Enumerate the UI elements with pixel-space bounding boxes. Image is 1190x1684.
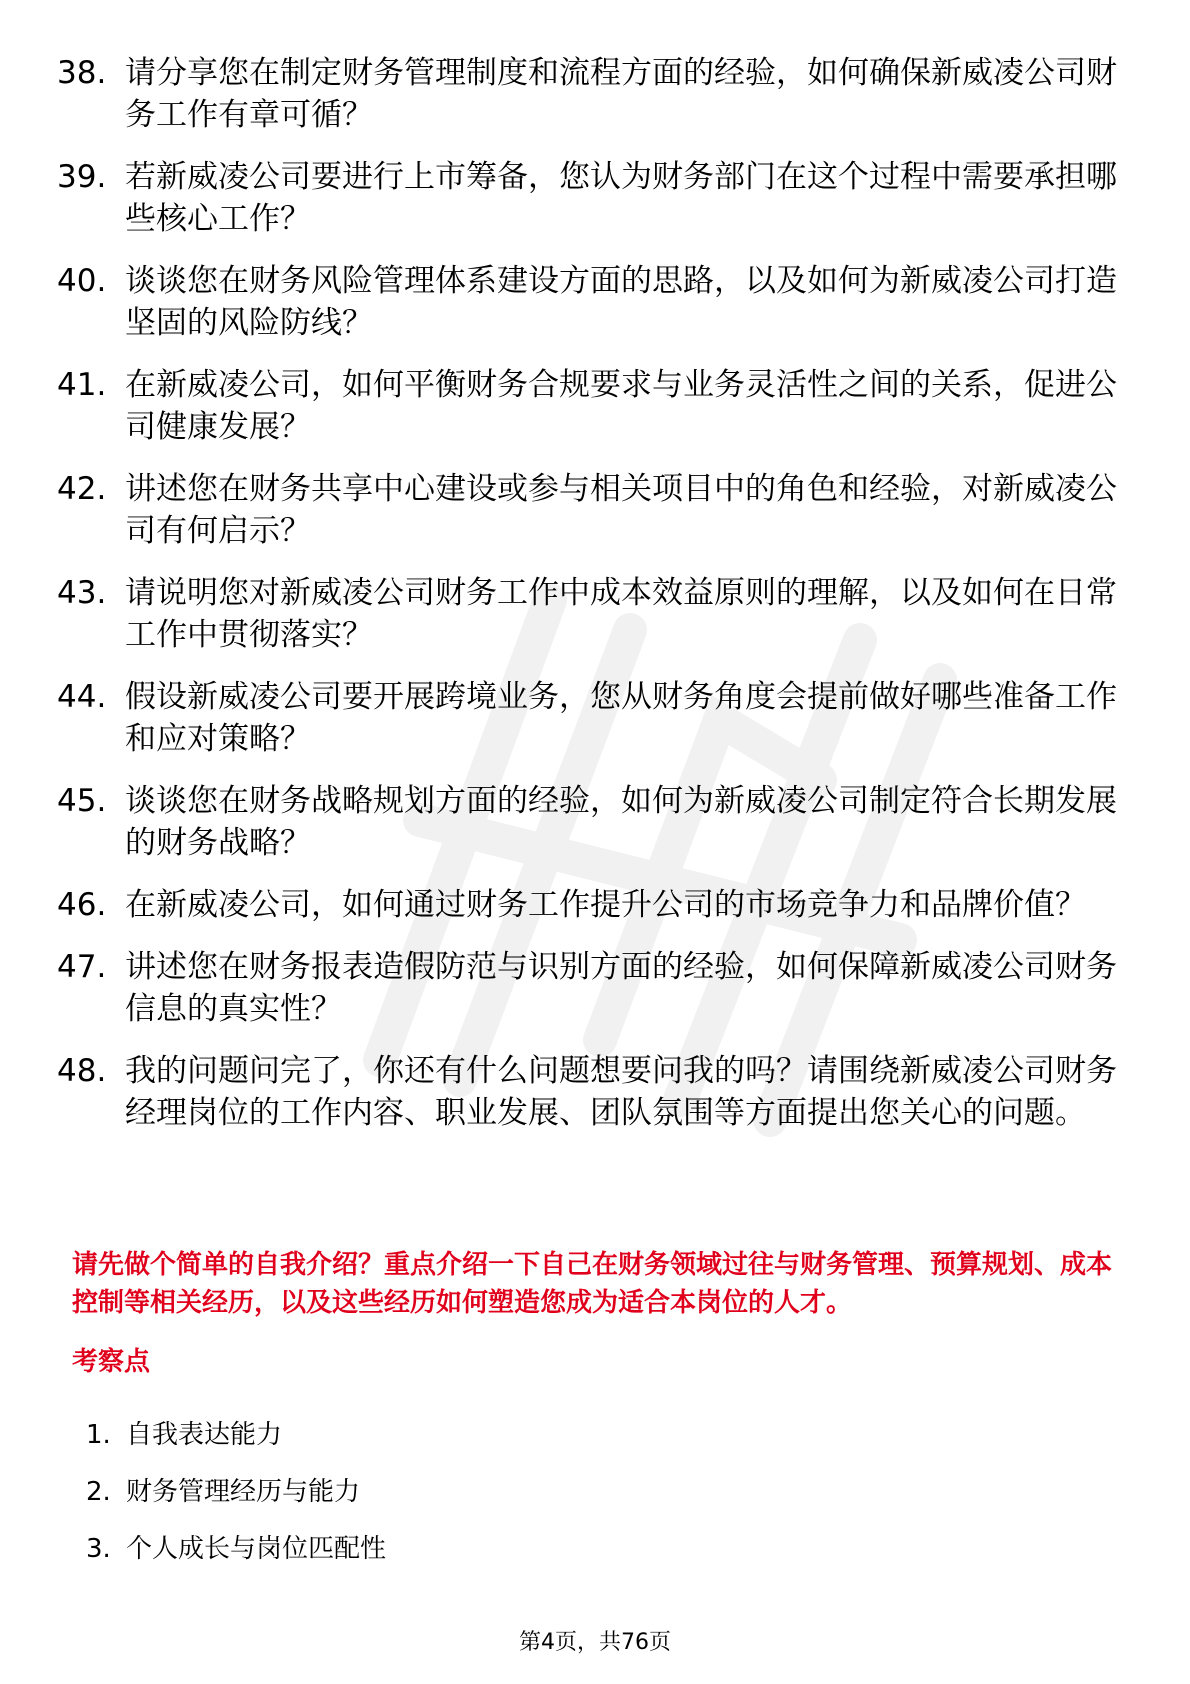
self-introduction-prompt: 请先做个简单的自我介绍？重点介绍一下自己在财务领域过往与财务管理、预算规划、成本控制等相关经历，以及这些经历如何塑造您成为适合本岗位的人才。 <box>72 1250 1113 1318</box>
question-text: 假设新威凌公司要开展跨境业务，您从财务角度会提前做好哪些准备工作和应对策略？ <box>125 679 1117 757</box>
question-item-43 <box>57 572 1117 656</box>
question-number: 48. <box>57 1053 107 1089</box>
question-text: 请说明您对新威凌公司财务工作中成本效益原则的理解，以及如何在日常工作中贯彻落实？ <box>125 575 1117 653</box>
question-item-45 <box>57 780 1117 864</box>
point-text: 财务管理经历与能力 <box>126 1477 361 1507</box>
assessment-point-item <box>86 1417 386 1453</box>
question-item-42 <box>57 468 1117 552</box>
question-number: 47. <box>57 949 107 985</box>
page-number-footer: 第4页，共76页 <box>519 1630 671 1655</box>
question-item-40 <box>57 260 1117 344</box>
point-number: 1. <box>86 1420 111 1450</box>
question-text: 谈谈您在财务风险管理体系建设方面的思路，以及如何为新威凌公司打造坚固的风险防线？ <box>125 263 1117 341</box>
question-number: 45. <box>57 783 107 819</box>
question-item-38 <box>57 52 1117 136</box>
question-number: 44. <box>57 679 107 715</box>
assessment-point-list <box>86 1417 386 1588</box>
question-list <box>57 52 1117 1154</box>
question-number: 43. <box>57 575 107 611</box>
question-text: 讲述您在财务共享中心建设或参与相关项目中的角色和经验，对新威凌公司有何启示？ <box>125 471 1117 549</box>
point-text: 个人成长与岗位匹配性 <box>126 1534 387 1564</box>
question-number: 41. <box>57 367 107 403</box>
question-number: 38. <box>57 55 107 91</box>
question-number: 39. <box>57 159 107 195</box>
assessment-point-item <box>86 1474 386 1510</box>
point-text: 自我表达能力 <box>126 1420 283 1450</box>
question-item-48 <box>57 1050 1117 1134</box>
question-number: 42. <box>57 471 107 507</box>
question-text: 在新威凌公司，如何平衡财务合规要求与业务灵活性之间的关系，促进公司健康发展？ <box>125 367 1117 445</box>
question-text: 若新威凌公司要进行上市筹备，您认为财务部门在这个过程中需要承担哪些核心工作？ <box>125 159 1117 237</box>
question-text: 谈谈您在财务战略规划方面的经验，如何为新威凌公司制定符合长期发展的财务战略？ <box>125 783 1117 861</box>
question-text: 请分享您在制定财务管理制度和流程方面的经验，如何确保新威凌公司财务工作有章可循？ <box>125 55 1117 133</box>
assessment-point-item <box>86 1531 386 1567</box>
point-number: 3. <box>86 1534 111 1564</box>
question-number: 40. <box>57 263 107 299</box>
question-text: 在新威凌公司，如何通过财务工作提升公司的市场竞争力和品牌价值？ <box>125 887 1086 923</box>
question-item-41 <box>57 364 1117 448</box>
point-number: 2. <box>86 1477 111 1507</box>
question-item-47 <box>57 946 1117 1030</box>
question-text: 我的问题问完了，你还有什么问题想要问我的吗？请围绕新威凌公司财务经理岗位的工作内容、职业发展、团队氛围等方面提出您关心的问题。 <box>125 1053 1117 1131</box>
question-item-39 <box>57 156 1117 240</box>
question-text: 讲述您在财务报表造假防范与识别方面的经验，如何保障新威凌公司财务信息的真实性？ <box>125 949 1117 1027</box>
question-item-44 <box>57 676 1117 760</box>
question-item-46 <box>57 884 1117 926</box>
assessment-points-heading: 考察点 <box>72 1347 151 1377</box>
question-number: 46. <box>57 887 107 923</box>
